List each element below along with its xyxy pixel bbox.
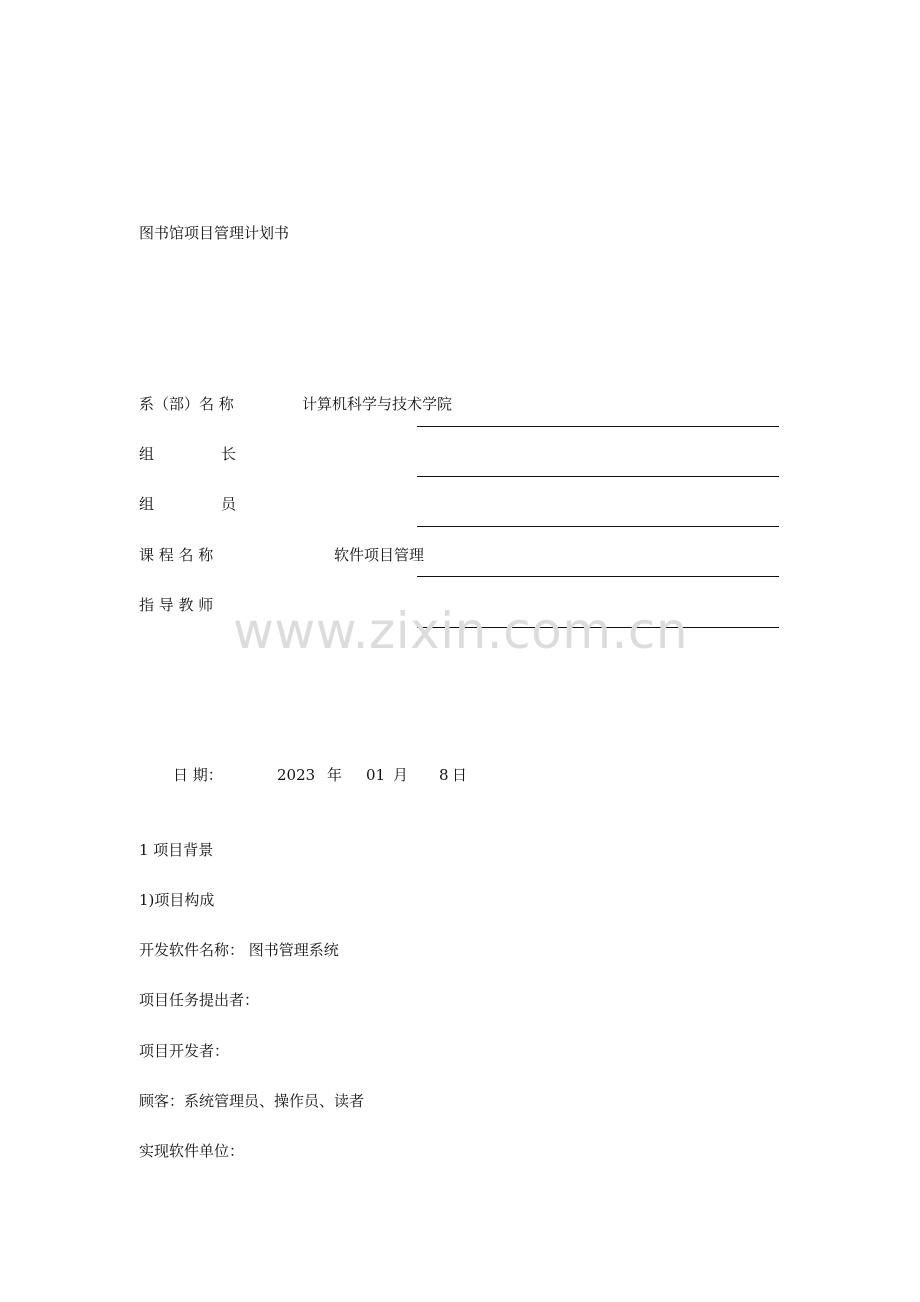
field-underline-department [417,426,779,427]
field-label-leader-char-2: 长 [221,445,237,463]
body-line-customers: 顾客：系统管理员、操作员、读者 [139,1092,365,1110]
field-underline-members [417,526,779,527]
watermark: www.zixin.com.cn [233,602,689,660]
field-label-course: 课 程 名 称 [139,546,214,564]
field-label-leader-char-1: 组 [139,445,155,463]
body-line-developer: 项目开发者： [139,1042,230,1060]
field-label-members-char-1: 组 [139,495,155,513]
field-value-department: 计算机科学与技术学院 [302,395,453,413]
date-year: 2023 [277,766,316,784]
date-day-unit: 日 [452,766,468,784]
field-value-course: 软件项目管理 [334,546,425,564]
field-label-instructor: 指 导 教 师 [139,596,214,614]
date-year-unit: 年 [327,766,343,784]
body-line-software-name: 开发软件名称： 图书管理系统 [139,941,339,959]
field-underline-leader [417,476,779,477]
body-line-implementing-unit: 实现软件单位： [139,1142,245,1160]
field-label-department: 系（部）名 称 [139,395,234,413]
date-label: 日 期： [173,766,223,784]
date-month: 01 [366,766,386,784]
date-day: 8 [439,766,449,784]
field-underline-course [417,576,779,577]
document-title: 图书馆项目管理计划书 [139,224,290,242]
section-heading: 1 项目背景 [139,841,214,859]
date-month-unit: 月 [393,766,409,784]
subsection-heading: 1)项目构成 [139,891,215,909]
field-label-members-char-2: 员 [221,495,237,513]
body-line-task-proposer: 项目任务提出者： [139,991,260,1009]
